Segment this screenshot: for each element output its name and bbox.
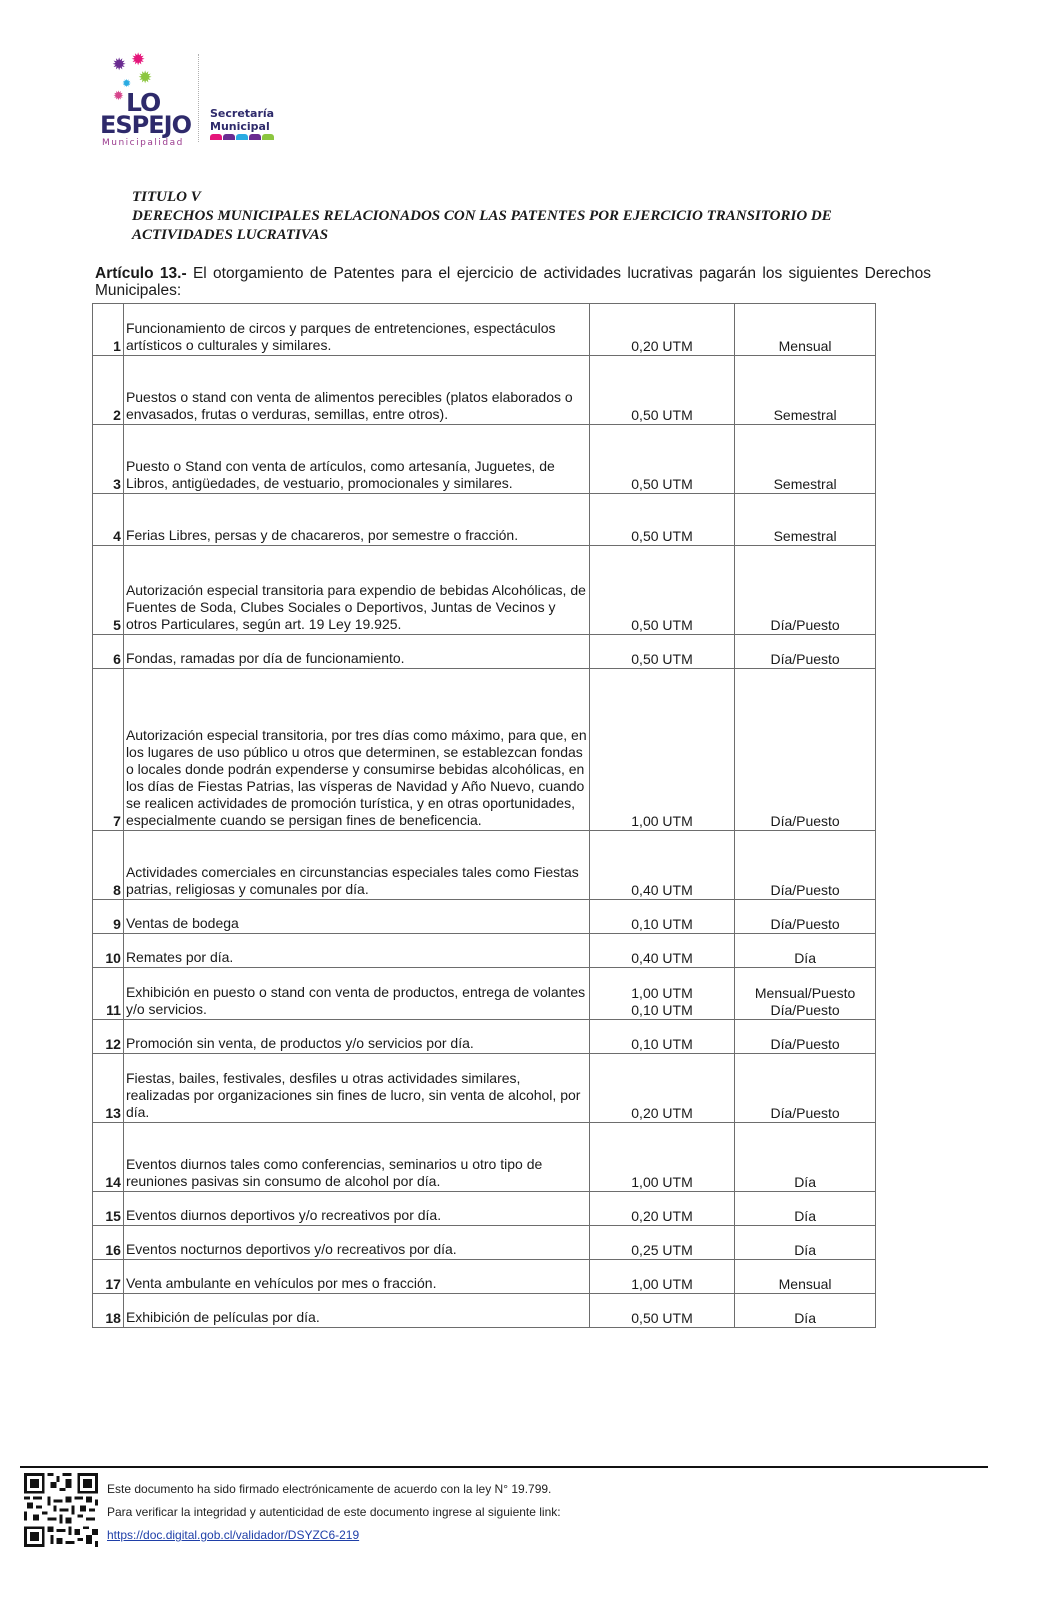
row-description	[123, 831, 589, 900]
row-number-text: 14	[105, 1174, 121, 1190]
title-line2: DERECHOS MUNICIPALES RELACIONADOS CON LAS PATENTES POR EJERCICIO TRANSITORIO DE	[132, 208, 832, 224]
table-row	[93, 635, 876, 669]
row-description-text: Fiestas, bailes, festivales, desfiles u otras actividades similares, realizadas por organizaciones sin fines de lucro, sin venta de alcohol, por día.	[125, 1070, 581, 1120]
row-amount	[589, 1123, 734, 1192]
signature-line1: Este documento ha sido firmado electrónicamente de acuerdo con la ley N° 19.799.	[107, 1482, 552, 1496]
row-number	[93, 304, 124, 356]
row-description	[123, 1226, 589, 1260]
row-amount-text: 0,20 UTM	[631, 338, 693, 354]
row-number	[93, 900, 124, 934]
row-description-text: Exhibición de películas por día.	[125, 1309, 320, 1325]
row-period	[735, 1192, 876, 1226]
row-period-text: Semestral	[773, 407, 837, 423]
row-description	[123, 934, 589, 968]
row-number	[93, 831, 124, 900]
row-amount	[589, 425, 734, 494]
signature-line2: Para verificar la integridad y autenticidad de este documento ingrese al siguiente link:	[107, 1505, 561, 1519]
row-amount	[589, 1294, 734, 1328]
row-period	[735, 968, 876, 1020]
article-paragraph	[95, 265, 931, 299]
row-description-text: Ventas de bodega	[125, 915, 239, 931]
row-number-text: 2	[113, 407, 121, 423]
title-line3: ACTIVIDADES LUCRATIVAS	[132, 227, 329, 243]
section-title	[132, 188, 932, 245]
row-amount-text: 0,20 UTM	[631, 1208, 693, 1224]
footer-divider	[20, 1466, 988, 1468]
star-icon: ✹	[122, 77, 132, 90]
row-amount	[589, 934, 734, 968]
row-amount	[589, 1260, 734, 1294]
row-number	[93, 1020, 124, 1054]
validation-link[interactable]: https://doc.digital.gob.cl/validador/DSYZC6-219	[107, 1528, 360, 1542]
row-period-text: Día	[794, 950, 816, 966]
band-segment	[210, 134, 222, 140]
logo-color-band	[210, 134, 274, 140]
row-number-text: 11	[106, 1002, 121, 1018]
row-period-text: Mensual	[778, 338, 832, 354]
department-name	[210, 107, 274, 133]
row-number	[93, 1054, 124, 1123]
table-row	[93, 304, 876, 356]
row-description	[123, 1192, 589, 1226]
row-period	[735, 635, 876, 669]
row-period-text: Día/Puesto	[770, 651, 840, 667]
title-line1: TITULO V	[132, 189, 201, 205]
row-description	[123, 494, 589, 546]
row-number	[93, 1192, 124, 1226]
department-line2: Municipal	[210, 120, 270, 133]
signature-notice	[107, 1478, 561, 1547]
row-amount	[589, 968, 734, 1020]
table-row	[93, 425, 876, 494]
row-description-text: Ferias Libres, persas y de chacareros, por semestre o fracción.	[125, 527, 519, 543]
row-number-text: 17	[105, 1276, 121, 1292]
municipality-logo	[98, 50, 288, 148]
star-icon: ✹	[112, 55, 127, 75]
row-number	[93, 494, 124, 546]
fees-table	[92, 303, 876, 1328]
row-amount-text: 0,10 UTM	[631, 916, 693, 932]
table-row	[93, 1054, 876, 1123]
row-period	[735, 1260, 876, 1294]
row-period	[735, 1054, 876, 1123]
row-description-text: Autorización especial transitoria, por tres días como máximo, para que, en los lugares de uso público u otros que determinen, se establezcan fondas o locales donde podrán expenderse y consumirse bebidas alcohólicas, en los días de Fiestas Patrias, las vísperas de Navidad y Año Nuevo, cuando se realicen actividades de promoción turística, y en otras oportunidades, especialmente cuando se persigan fines de beneficencia.	[125, 727, 587, 828]
row-description	[123, 304, 589, 356]
row-amount-text: 0,50 UTM	[631, 617, 693, 633]
table-row	[93, 1294, 876, 1328]
row-period	[735, 425, 876, 494]
qr-code-icon[interactable]	[24, 1473, 98, 1547]
row-number-text: 16	[105, 1242, 121, 1258]
row-period-text: Día/Puesto	[770, 813, 840, 829]
row-description-text: Eventos nocturnos deportivos y/o recreativos por día.	[125, 1241, 457, 1257]
row-description-text: Eventos diurnos tales como conferencias, seminarios u otro tipo de reuniones pasivas sin consumo de alcohol por día.	[125, 1156, 543, 1189]
row-amount-text: 0,50 UTM	[631, 528, 693, 544]
table-row	[93, 1020, 876, 1054]
row-number-text: 3	[113, 476, 121, 492]
row-amount	[589, 356, 734, 425]
row-period	[735, 831, 876, 900]
row-period	[735, 546, 876, 635]
row-amount-text: 1,00 UTM	[631, 1174, 693, 1190]
row-description-text: Puestos o stand con venta de alimentos perecibles (platos elaborados o envasados, frutas o verduras, semillas, entre otros).	[125, 389, 573, 422]
row-period-text: Mensual	[778, 1276, 832, 1292]
row-number-text: 1	[113, 338, 121, 354]
row-period	[735, 934, 876, 968]
row-period	[735, 356, 876, 425]
row-description	[123, 1294, 589, 1328]
row-period-text: Día/Puesto	[770, 916, 840, 932]
row-description	[123, 1020, 589, 1054]
table-row	[93, 1226, 876, 1260]
row-amount	[589, 494, 734, 546]
table-row	[93, 669, 876, 831]
row-amount-text: 0,25 UTM	[631, 1242, 693, 1258]
row-amount	[589, 546, 734, 635]
row-period-text: Día/Puesto	[770, 1036, 840, 1052]
row-amount	[589, 1054, 734, 1123]
table-row	[93, 546, 876, 635]
row-number-text: 9	[113, 916, 121, 932]
row-number-text: 18	[105, 1310, 121, 1326]
row-number	[93, 1294, 124, 1328]
row-number-text: 13	[105, 1105, 121, 1121]
article-text: El otorgamiento de Patentes para el ejercicio de actividades lucrativas pagarán los siguientes Derechos Municipales:	[95, 265, 931, 299]
star-icon: ✹	[131, 50, 146, 70]
row-period	[735, 900, 876, 934]
row-period-text: Día/Puesto	[770, 617, 840, 633]
row-period-text: Día	[794, 1174, 816, 1190]
row-number	[93, 968, 124, 1020]
row-amount	[589, 1020, 734, 1054]
row-amount	[589, 304, 734, 356]
row-description	[123, 356, 589, 425]
row-number	[93, 669, 124, 831]
row-amount	[589, 669, 734, 831]
row-amount-text: 0,50 UTM	[631, 651, 693, 667]
row-description	[123, 1260, 589, 1294]
row-description	[123, 1054, 589, 1123]
band-segment	[262, 134, 274, 140]
row-amount	[589, 635, 734, 669]
row-period	[735, 304, 876, 356]
row-number-text: 10	[105, 950, 121, 966]
row-description	[123, 1123, 589, 1192]
row-description	[123, 635, 589, 669]
row-amount-text: 1,00 UTM	[631, 1276, 693, 1292]
row-description-text: Eventos diurnos deportivos y/o recreativos por día.	[125, 1207, 442, 1223]
row-period-text: Semestral	[773, 528, 837, 544]
row-number-text: 7	[113, 813, 121, 829]
row-amount	[589, 831, 734, 900]
row-description	[123, 669, 589, 831]
row-amount-text: 0,20 UTM	[631, 1105, 693, 1121]
row-amount-text: 0,50 UTM	[631, 407, 693, 423]
row-period	[735, 1294, 876, 1328]
row-number-text: 8	[113, 882, 121, 898]
row-period-text: Día/Puesto	[770, 1002, 840, 1018]
row-amount-text: 1,00 UTM	[631, 985, 693, 1001]
row-description	[123, 900, 589, 934]
row-period-text: Día/Puesto	[770, 1105, 840, 1121]
row-number	[93, 635, 124, 669]
row-amount-text: 0,10 UTM	[631, 1036, 693, 1052]
row-amount-text: 0,10 UTM	[631, 1002, 693, 1018]
row-description	[123, 425, 589, 494]
row-number-text: 4	[113, 528, 121, 544]
row-description-text: Puesto o Stand con venta de artículos, como artesanía, Juguetes, de Libros, antigüedades, de vestuario, promocionales y similares.	[125, 458, 555, 491]
table-row	[93, 934, 876, 968]
row-amount-text: 0,40 UTM	[631, 950, 693, 966]
row-period	[735, 1123, 876, 1192]
star-icon: ✹	[138, 68, 153, 88]
row-number-text: 5	[113, 617, 121, 633]
star-icon: ✹	[113, 89, 124, 104]
row-amount	[589, 1192, 734, 1226]
row-description-text: Actividades comerciales en circunstancias especiales tales como Fiestas patrias, religiosas y comunales por día.	[125, 864, 579, 897]
row-period-text: Semestral	[773, 476, 837, 492]
band-segment	[223, 134, 235, 140]
row-amount	[589, 1226, 734, 1260]
row-number-text: 12	[105, 1036, 121, 1052]
row-description-text: Remates por día.	[125, 949, 234, 965]
article-label: Artículo 13.-	[95, 265, 187, 282]
row-number-text: 6	[113, 651, 121, 667]
table-row	[93, 1192, 876, 1226]
logo-name-line1: LO	[126, 88, 161, 117]
row-description-text: Venta ambulante en vehículos por mes o fracción.	[125, 1275, 437, 1291]
row-number	[93, 425, 124, 494]
row-period	[735, 1020, 876, 1054]
row-period	[735, 494, 876, 546]
row-number	[93, 356, 124, 425]
row-amount	[589, 900, 734, 934]
row-amount-text: 0,50 UTM	[631, 1310, 693, 1326]
row-amount-text: 0,50 UTM	[631, 476, 693, 492]
band-segment	[249, 134, 261, 140]
row-period	[735, 1226, 876, 1260]
row-amount-text: 0,40 UTM	[631, 882, 693, 898]
row-description-text: Funcionamiento de circos y parques de entretenciones, espectáculos artísticos o culturales y similares.	[125, 320, 556, 353]
table-row	[93, 494, 876, 546]
row-number	[93, 1123, 124, 1192]
table-row	[93, 1260, 876, 1294]
band-segment	[236, 134, 248, 140]
row-number	[93, 546, 124, 635]
table-row	[93, 1123, 876, 1192]
row-description-text: Autorización especial transitoria para expendio de bebidas Alcohólicas, de Fuentes de Soda, Clubes Sociales o Deportivos, Juntas de Vecinos y otros Particulares, según art. 19 Ley 19.925.	[125, 582, 586, 632]
logo-name-line2: ESPEJO	[100, 111, 191, 139]
row-period-text: Día	[794, 1242, 816, 1258]
row-description	[123, 546, 589, 635]
row-period-text: Día	[794, 1208, 816, 1224]
row-amount-text: 1,00 UTM	[631, 813, 693, 829]
row-description	[123, 968, 589, 1020]
logo-divider	[198, 54, 199, 142]
logo-subtitle: Municipalidad	[102, 138, 184, 148]
table-row	[93, 356, 876, 425]
table-row	[93, 831, 876, 900]
row-period-text: Día/Puesto	[770, 882, 840, 898]
row-number	[93, 1226, 124, 1260]
row-period	[735, 669, 876, 831]
row-period-text: Día	[794, 1310, 816, 1326]
row-description-text: Exhibición en puesto o stand con venta de productos, entrega de volantes y/o servicios.	[125, 984, 586, 1017]
row-period-text: Mensual/Puesto	[754, 985, 856, 1001]
table-row	[93, 968, 876, 1020]
row-description-text: Promoción sin venta, de productos y/o servicios por día.	[125, 1035, 474, 1051]
row-number	[93, 1260, 124, 1294]
row-number-text: 15	[105, 1208, 121, 1224]
table-row	[93, 900, 876, 934]
department-line1: Secretaría	[210, 107, 275, 120]
row-description-text: Fondas, ramadas por día de funcionamiento.	[125, 650, 405, 666]
row-number	[93, 934, 124, 968]
